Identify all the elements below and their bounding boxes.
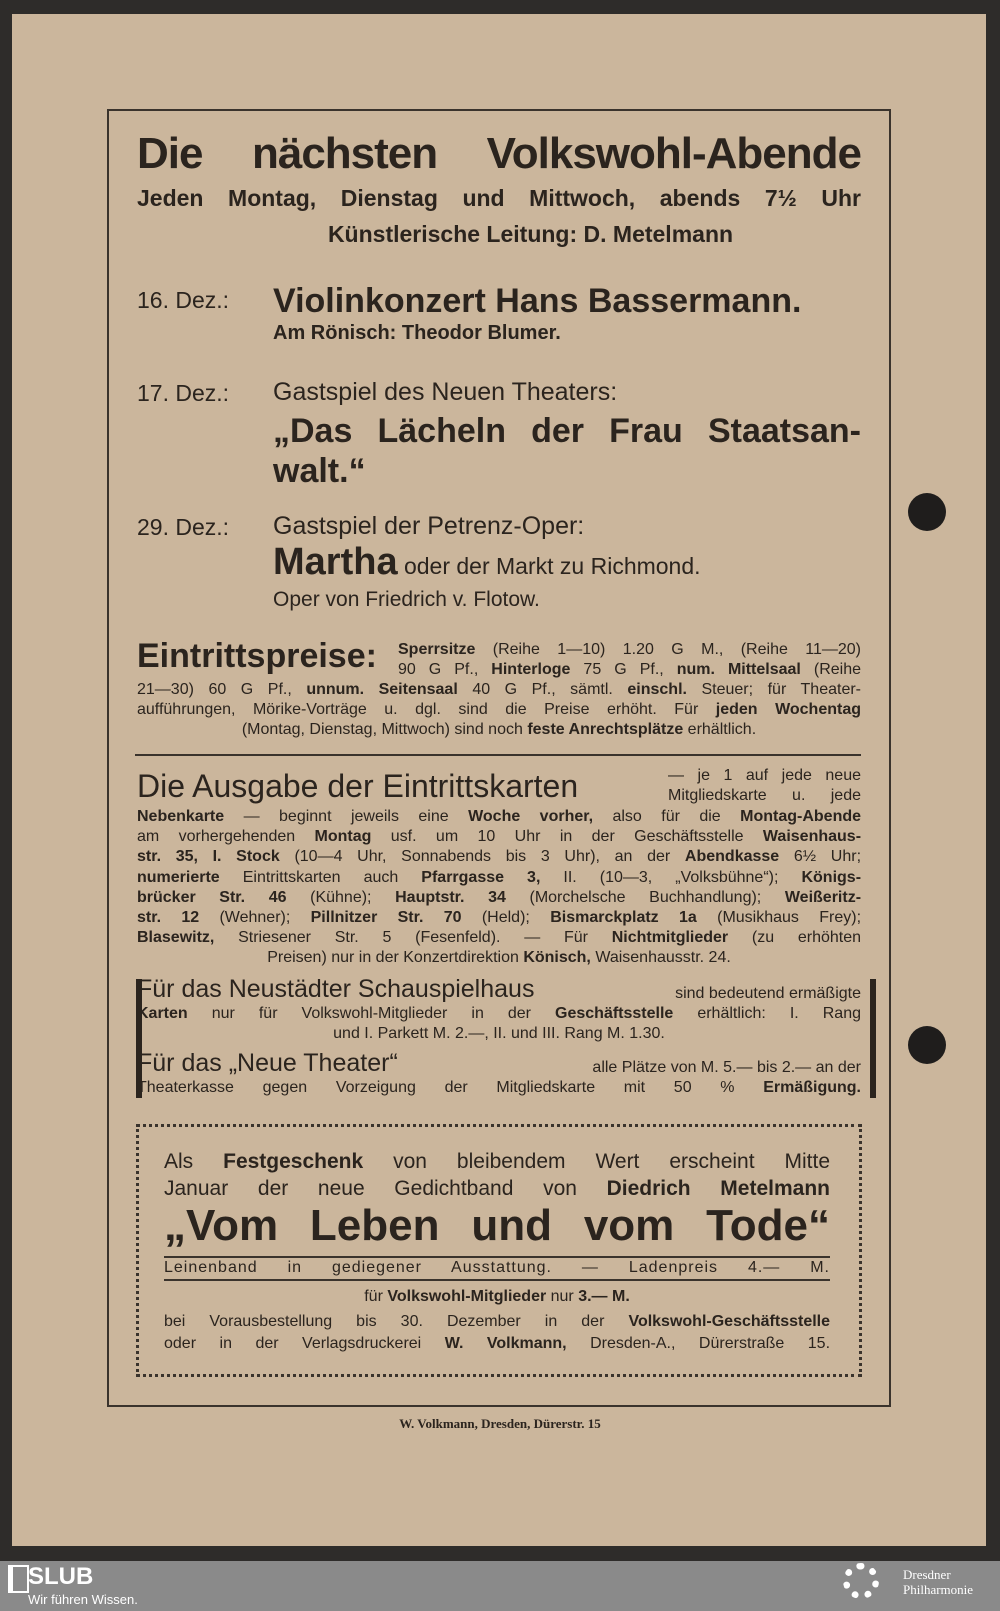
- text-line: [137, 908, 861, 928]
- text-segment: (10—4 Uhr, Sonnabends bis 3 Uhr), an der: [279, 848, 685, 866]
- artistic-direction: Künstlerische Leitung: D. Metelmann: [327, 221, 734, 247]
- text-segment: Pillnitzer Str. 70: [310, 909, 462, 927]
- book-title: „Vom Leben und vom Tode“: [164, 1201, 830, 1250]
- text-segment: bei Vorausbestellung bis 30. Dezember in der: [164, 1313, 629, 1330]
- event-title: Violinkonzert Hans Bassermann.: [273, 282, 802, 320]
- text-segment: Waisenhaus-: [762, 828, 862, 846]
- text-segment: Geschäftsstelle: [555, 1005, 674, 1022]
- prices-side-text: [398, 640, 861, 680]
- text-segment: Volkswohl-Mitglieder: [387, 1288, 547, 1305]
- text-line: [137, 928, 861, 948]
- text-segment: (Musikhaus Frey);: [696, 909, 862, 927]
- text-segment: Woche vorher,: [468, 808, 594, 825]
- prices-text: [137, 680, 861, 740]
- text-segment: feste Anrechtsplätze: [527, 721, 684, 738]
- text-segment: — beginnt jeweils eine: [224, 808, 469, 825]
- text-segment: Festgeschenk: [223, 1150, 364, 1173]
- text-segment: Als: [164, 1150, 224, 1173]
- text-line: [137, 888, 861, 908]
- text-segment: und I. Parkett M. 2.—, II. und III. Rang M. 1.30.: [333, 1025, 665, 1042]
- order-text: [164, 1311, 830, 1355]
- divider: [135, 754, 861, 756]
- neue-theater-text: [137, 1058, 861, 1098]
- text-segment: erhältlich: I. Rang: [673, 1005, 861, 1022]
- event-detail: Am Rönisch: Theodor Blumer.: [273, 322, 561, 344]
- slub-tagline: Wir führen Wissen.: [28, 1592, 138, 1607]
- text-segment: also für die: [593, 808, 741, 825]
- text-segment: sind bedeutend ermäßigte: [675, 985, 861, 1002]
- text-segment: usf. um 10 Uhr in der Geschäftsstelle: [371, 828, 763, 846]
- text-segment: 40 G Pf., sämtl.: [457, 681, 628, 698]
- opera-title: Martha: [273, 541, 398, 583]
- event-subtitle: Gastspiel der Petrenz-Oper:: [273, 512, 585, 540]
- tickets-text: [137, 807, 861, 969]
- text-segment: Ermäßigung.: [763, 1079, 861, 1096]
- philharmonie-logo[interactable]: [903, 1567, 973, 1597]
- footer-bar: [0, 1561, 1000, 1611]
- slub-logo[interactable]: SLUB: [28, 1563, 94, 1590]
- text-segment: Nebenkarte: [137, 808, 225, 825]
- punch-hole: [908, 1026, 946, 1064]
- text-line: [137, 720, 861, 740]
- text-segment: (Reihe: [800, 661, 862, 678]
- event-title: [273, 541, 701, 584]
- tickets-side-text: [668, 766, 861, 806]
- text-line: [398, 660, 861, 680]
- text-segment: 6½ Uhr;: [779, 848, 862, 866]
- text-segment: Waisenhausstr. 24.: [590, 949, 731, 967]
- text-segment: (Held);: [461, 909, 551, 927]
- text-line: [164, 1287, 830, 1307]
- text-line: [137, 827, 861, 847]
- text-segment: (zu erhöhten: [728, 929, 862, 947]
- event-title-continued: walt.“: [273, 452, 366, 490]
- divider: [164, 1279, 830, 1281]
- text-segment: brücker Str. 46: [137, 888, 287, 906]
- text-line: [137, 1024, 861, 1044]
- text-segment: Dresden-A., Dürerstraße 15.: [566, 1335, 831, 1352]
- event-date: 29. Dez.:: [137, 514, 230, 540]
- text-segment: Diedrich Metelmann: [606, 1177, 830, 1200]
- text-segment: Eintrittskarten auch: [219, 868, 422, 886]
- text-segment: (Wehner);: [199, 909, 311, 927]
- member-price: [164, 1287, 830, 1307]
- text-segment: 3.— M.: [578, 1288, 630, 1305]
- text-segment: am vorhergehenden: [137, 828, 315, 846]
- punch-hole: [908, 493, 946, 531]
- text-line: [164, 1175, 830, 1202]
- text-line: [137, 984, 861, 1004]
- right-bar: [870, 979, 876, 1098]
- text-line: [137, 868, 861, 888]
- document-title: Die nächsten Volkswohl-Abende: [137, 129, 861, 178]
- text-segment: alle Plätze von M. 5.— bis 2.— an der: [592, 1059, 861, 1076]
- text-segment: für: [364, 1288, 388, 1305]
- text-line: [668, 786, 861, 806]
- book-icon: [8, 1565, 29, 1593]
- opera-subtitle: oder der Markt zu Richmond.: [397, 553, 701, 579]
- book-binding: Leinenband in gediegener Ausstattung. — Ladenpreis 4.— M.: [164, 1259, 830, 1276]
- text-segment: Preisen) nur in der Konzertdirektion: [267, 949, 524, 967]
- text-segment: Steuer; für Theater-: [686, 681, 861, 698]
- text-segment: Karten: [137, 1005, 188, 1022]
- gift-text: [164, 1148, 830, 1202]
- text-line: [137, 1004, 861, 1024]
- printer-imprint: W. Volkmann, Dresden, Dürerstr. 15: [399, 1416, 601, 1431]
- text-segment: Pfarrgasse 3,: [421, 868, 541, 886]
- text-segment: Striesener Str. 5 (Fesenfeld). — Für: [214, 929, 612, 947]
- text-segment: Montag-Abende: [740, 808, 862, 825]
- text-line: [668, 766, 861, 786]
- text-segment: Könisch,: [523, 949, 591, 967]
- prices-heading: Eintrittspreise:: [137, 637, 377, 675]
- event-title: „Das Lächeln der Frau Staatsan-: [273, 412, 861, 450]
- text-segment: (Morchelsche Buchhandlung);: [505, 888, 785, 906]
- text-line: [398, 640, 861, 660]
- text-line: [137, 948, 861, 968]
- text-line: [164, 1148, 830, 1175]
- text-segment: Nichtmitglieder: [611, 929, 729, 947]
- text-segment: 75 G Pf.,: [570, 661, 677, 678]
- text-segment: 21—30) 60 G Pf.,: [137, 681, 307, 698]
- philharmonie-line1: Dresdner: [903, 1567, 951, 1582]
- text-segment: aufführungen, Mörike-Vorträge u. dgl. sind die Preise erhöht. Für: [137, 701, 716, 718]
- text-line: [164, 1333, 830, 1355]
- text-segment: Königs-: [801, 868, 862, 886]
- event-date: 17. Dez.:: [137, 380, 230, 406]
- text-line: [137, 1078, 861, 1098]
- text-segment: — je 1 auf jede neue: [668, 767, 861, 784]
- text-segment: numerierte: [137, 868, 220, 886]
- event-detail: Oper von Friedrich v. Flotow.: [273, 588, 540, 611]
- text-segment: Volkswohl-Geschäftsstelle: [628, 1313, 830, 1330]
- text-line: [137, 1058, 861, 1078]
- neustadt-text: [137, 984, 861, 1044]
- text-segment: jeden Wochentag: [715, 701, 861, 718]
- event-subtitle: Gastspiel des Neuen Theaters:: [273, 378, 618, 406]
- text-segment: Sperrsitze: [398, 641, 476, 658]
- text-segment: nur für Volkswohl-Mitglieder in der: [187, 1005, 556, 1022]
- text-segment: num. Mittelsaal: [676, 661, 801, 678]
- text-segment: Hauptstr. 34: [395, 888, 506, 906]
- text-segment: unnum. Seitensaal: [306, 681, 458, 698]
- text-segment: erhältlich.: [683, 721, 757, 738]
- text-segment: Hinterloge: [491, 661, 571, 678]
- text-line: [137, 807, 861, 827]
- neustadt-heading: Für das Neustädter Schauspielhaus: [137, 975, 535, 1003]
- text-line: [137, 680, 861, 700]
- text-line: [137, 700, 861, 720]
- text-segment: W. Volkmann,: [444, 1335, 567, 1352]
- text-segment: einschl.: [627, 681, 687, 698]
- text-segment: Abendkasse: [684, 848, 780, 866]
- text-segment: Januar der neue Gedichtband von: [164, 1177, 607, 1200]
- text-segment: von bleibendem Wert erscheint Mitte: [363, 1150, 830, 1173]
- text-segment: Bismarckplatz 1a: [550, 909, 697, 927]
- text-segment: (Kühne);: [286, 888, 396, 906]
- text-segment: Blasewitz,: [137, 929, 215, 947]
- text-segment: (Montag, Dienstag, Mittwoch) sind noch: [241, 721, 528, 738]
- text-segment: str. 35, I. Stock: [137, 848, 280, 866]
- philharmonie-logo-icon: [843, 1563, 879, 1599]
- text-segment: Montag: [314, 828, 372, 846]
- tickets-heading: Die Ausgabe der Eintrittskarten: [137, 768, 579, 804]
- text-segment: (Reihe 1—10) 1.20 G M., (Reihe 11—20): [475, 641, 861, 658]
- text-segment: oder in der Verlagsdruckerei: [164, 1335, 445, 1352]
- text-segment: II. (10—3, „Volksbühne“);: [540, 868, 802, 886]
- text-segment: nur: [546, 1288, 579, 1305]
- text-segment: 90 G Pf.,: [398, 661, 492, 678]
- text-line: [137, 847, 861, 867]
- text-segment: Theaterkasse gegen Vorzeigung der Mitgliedskarte mit 50 %: [137, 1079, 764, 1096]
- philharmonie-line2: Philharmonie: [903, 1582, 974, 1597]
- text-segment: str. 12: [137, 909, 200, 927]
- neue-theater-heading: Für das „Neue Theater“: [137, 1049, 398, 1077]
- event-date: 16. Dez.:: [137, 287, 230, 313]
- text-line: [164, 1311, 830, 1333]
- schedule-line: Jeden Montag, Dienstag und Mittwoch, abends 7½ Uhr: [137, 185, 861, 211]
- text-segment: Mitgliedskarte u. jede: [668, 787, 861, 804]
- text-segment: Weißeritz-: [784, 888, 862, 906]
